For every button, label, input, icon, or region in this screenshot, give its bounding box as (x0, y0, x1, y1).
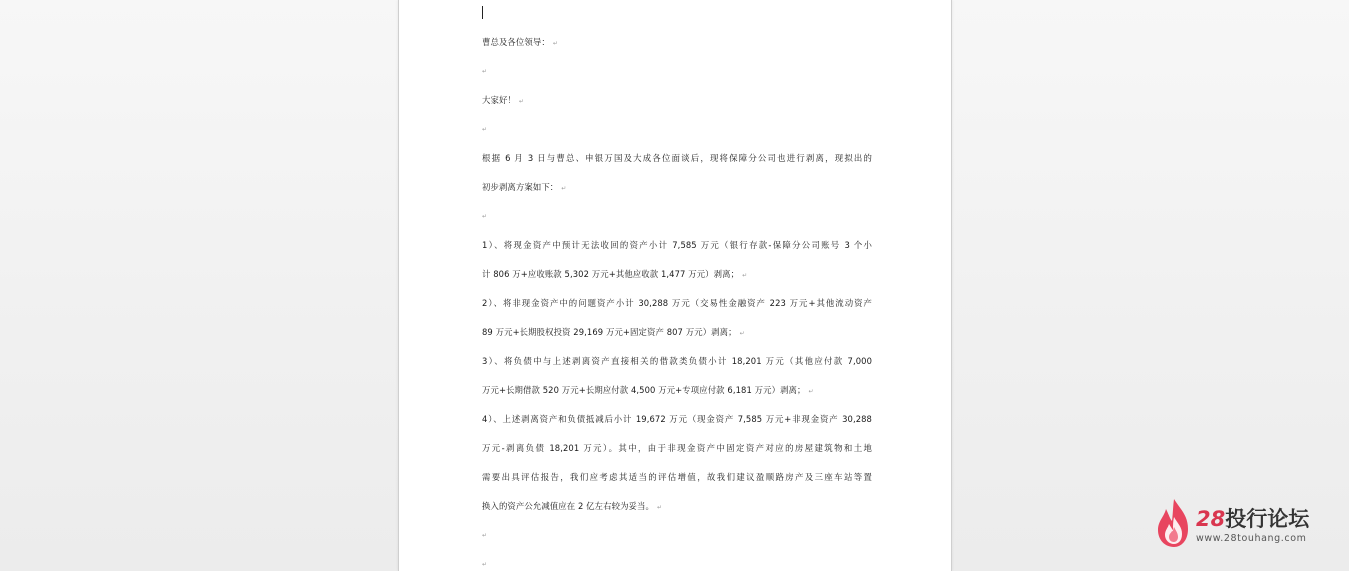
item1-line-2: 计 806 万+应收账款 5,302 万元+其他应收款 1,477 万元）剥离； ↵ (482, 267, 747, 281)
item3-line-2: 万元+长期借款 520 万元+长期应付款 4,500 万元+专项应付款 6,181 万元）剥离； ↵ (482, 383, 814, 397)
paragraph-mark-icon: ↵ (739, 330, 745, 337)
empty-paragraph-mark-icon: ↵ (482, 68, 488, 75)
item4-line-3: 需要出具评估报告，我们应考虑其适当的评估增值，故我们建议盈顺路房产及三座车站等置 (482, 472, 872, 482)
intro-line-2: 初步剥离方案如下： ↵ (482, 180, 566, 194)
item4-line-1: 4）、上述剥离资产和负债抵减后小计 19,672 万元（现金资产 7,585 万元+非现金资产 30,288 (482, 414, 872, 424)
item2-line-2: 89 万元+长期股权投资 29,169 万元+固定资产 807 万元）剥离； ↵ (482, 325, 745, 339)
item1-line-1: 1）、将现金资产中预计无法收回的资产小计 7,585 万元（银行存款-保障分公司账号 3 个小 (482, 240, 872, 250)
greeting-line: 大家好！ ↵ (482, 93, 524, 107)
item4-line-2: 万元-剥离负债 18,201 万元）。其中，由于非现金资产中固定资产对应的房屋建筑物和土地 (482, 443, 872, 453)
paragraph-mark-icon: ↵ (808, 388, 814, 395)
empty-paragraph-mark-icon: ↵ (482, 213, 488, 220)
site-watermark (1154, 497, 1334, 549)
flame-logo-icon (1154, 497, 1194, 549)
paragraph-mark-icon: ↵ (742, 272, 748, 279)
empty-paragraph-mark-icon: ↵ (482, 561, 488, 568)
salutation-line: 曹总及各位领导： ↵ (482, 35, 558, 49)
watermark-title: 28投行论坛 (1196, 507, 1310, 531)
empty-paragraph-mark-icon: ↵ (482, 532, 488, 539)
item4-line-4: 换入的资产公允减值应在 2 亿左右较为妥当。 ↵ (482, 499, 662, 513)
paragraph-mark-icon: ↵ (552, 40, 558, 47)
document-page[interactable] (398, 0, 952, 571)
text-cursor (482, 6, 483, 19)
intro-line-1: 根据 6 月 3 日与曹总、申银万国及大成各位面谈后，现将保障分公司也进行剥离，现拟出的 (482, 153, 872, 163)
item2-line-1: 2）、将非现金资产中的问题资产小计 30,288 万元（交易性金融资产 223 万元+其他流动资产 (482, 298, 872, 308)
empty-paragraph-mark-icon: ↵ (482, 126, 488, 133)
paragraph-mark-icon: ↵ (518, 98, 525, 105)
watermark-url: www.28touhang.com (1196, 533, 1307, 544)
paragraph-mark-icon: ↵ (561, 185, 567, 192)
paragraph-mark-icon: ↵ (656, 504, 663, 511)
item3-line-1: 3）、将负债中与上述剥离资产直接相关的借款类负债小计 18,201 万元（其他应付款 7,000 (482, 356, 872, 366)
